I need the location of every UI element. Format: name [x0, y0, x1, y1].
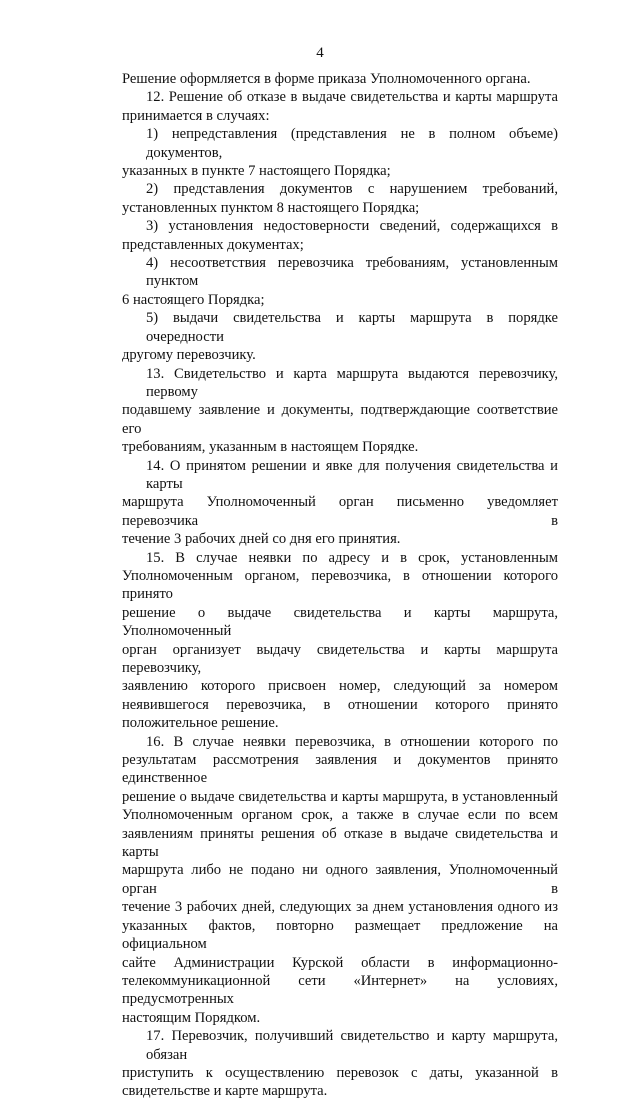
text-line: 2) представления документов с нарушением требований,: [146, 181, 558, 198]
text-line: орган организует выдачу свидетельства и карты маршрута перевозчику,: [122, 641, 558, 676]
text-line: другому перевозчику.: [122, 347, 256, 364]
text-line: телекоммуникационной сети «Интернет» на условиях, предусмотренных: [122, 972, 558, 1008]
paragraph-12-item-1: [122, 125, 558, 180]
text-line: положительное решение.: [122, 715, 279, 732]
text-line: приступить к осуществлению перевозок с даты, указанной в: [122, 1064, 558, 1081]
paragraph-14: [122, 457, 558, 549]
text-line: решение о выдаче свидетельства и карты маршрута, в установленный: [122, 788, 558, 805]
text-line: сайте Администрации Курской области в информационно-: [122, 954, 558, 971]
paragraph-12-item-4: [122, 254, 558, 309]
paragraph-15: [122, 549, 558, 733]
text-line: 1) непредставления (представления не в полном объеме) документов,: [146, 126, 558, 161]
text-line: 17. Перевозчик, получивший свидетельство и карту маршрута, обязан: [146, 1028, 558, 1063]
text-line: маршрута Уполномоченный орган письменно уведомляет перевозчика в: [122, 494, 558, 529]
text-line: 15. В случае неявки по адресу и в срок, установленным: [146, 549, 558, 566]
text-line: представленных документах;: [122, 236, 304, 253]
text-line: 12. Решение об отказе в выдаче свидетельства и карты маршрута: [146, 89, 558, 106]
text-line: установленных пунктом 8 настоящего Порядка;: [122, 199, 420, 216]
text-line: указанных фактов, повторно размещает предложение на официальном: [122, 917, 558, 953]
text-line: решение о выдаче свидетельства и карты маршрута, Уполномоченный: [122, 604, 558, 640]
text-line: маршрута либо не подано ни одного заявления, Уполномоченный орган в: [122, 862, 558, 897]
page-number: 4: [316, 45, 324, 61]
text-line: заявлениям приняты решения об отказе в выдаче свидетельства и карты: [122, 825, 558, 861]
text-line: Решение оформляется в форме приказа Уполномоченного органа.: [122, 71, 531, 87]
text-line: 16. В случае неявки перевозчика, в отношении которого по: [146, 733, 558, 750]
text-line: результатам рассмотрения заявления и документов принято единственное: [122, 752, 558, 787]
text-line: 3) установления недостоверности сведений, содержащихся в: [146, 218, 558, 235]
text-line: указанных в пункте 7 настоящего Порядка;: [122, 163, 391, 180]
paragraph-12-item-2: [122, 180, 558, 217]
paragraph-12-item-3: [122, 217, 558, 254]
text-line: неявившегося перевозчика, в отношении которого принято: [122, 696, 558, 713]
text-line: Уполномоченным органом срок, а также в случае если по всем: [122, 807, 558, 824]
text-line: требованиям, указанным в настоящем Порядке.: [122, 439, 419, 456]
text-line: 4) несоответствия перевозчика требованиям, установленным пунктом: [146, 255, 558, 290]
text-line: 5) выдачи свидетельства и карты маршрута в порядке очередности: [146, 310, 558, 345]
text-line: 14. О принятом решении и явке для получения свидетельства и карты: [146, 457, 558, 492]
text-line: принимается в случаях:: [122, 107, 270, 124]
text-line: 13. Свидетельство и карта маршрута выдаются перевозчику, первому: [146, 365, 558, 400]
paragraph-decision-form: [122, 70, 558, 88]
text-line: настоящим Порядком.: [122, 1009, 261, 1026]
paragraph-16: [122, 733, 558, 1028]
paragraph-12-item-5: [122, 309, 558, 364]
document-body: [122, 70, 558, 1101]
paragraph-12: [122, 88, 558, 125]
text-line: 6 настоящего Порядка;: [122, 291, 265, 308]
paragraph-17: [122, 1027, 558, 1101]
text-line: течение 3 рабочих дней со дня его принятия.: [122, 531, 401, 548]
text-line: подавшему заявление и документы, подтверждающие соответствие его: [122, 402, 558, 437]
text-line: течение 3 рабочих дней, следующих за днем установления одного из: [122, 899, 558, 916]
text-line: свидетельстве и карте маршрута.: [122, 1083, 328, 1100]
text-line: заявлению которого присвоен номер, следующий за номером: [122, 678, 558, 695]
paragraph-13: [122, 365, 558, 457]
text-line: Уполномоченным органом, перевозчика, в отношении которого принято: [122, 567, 558, 603]
